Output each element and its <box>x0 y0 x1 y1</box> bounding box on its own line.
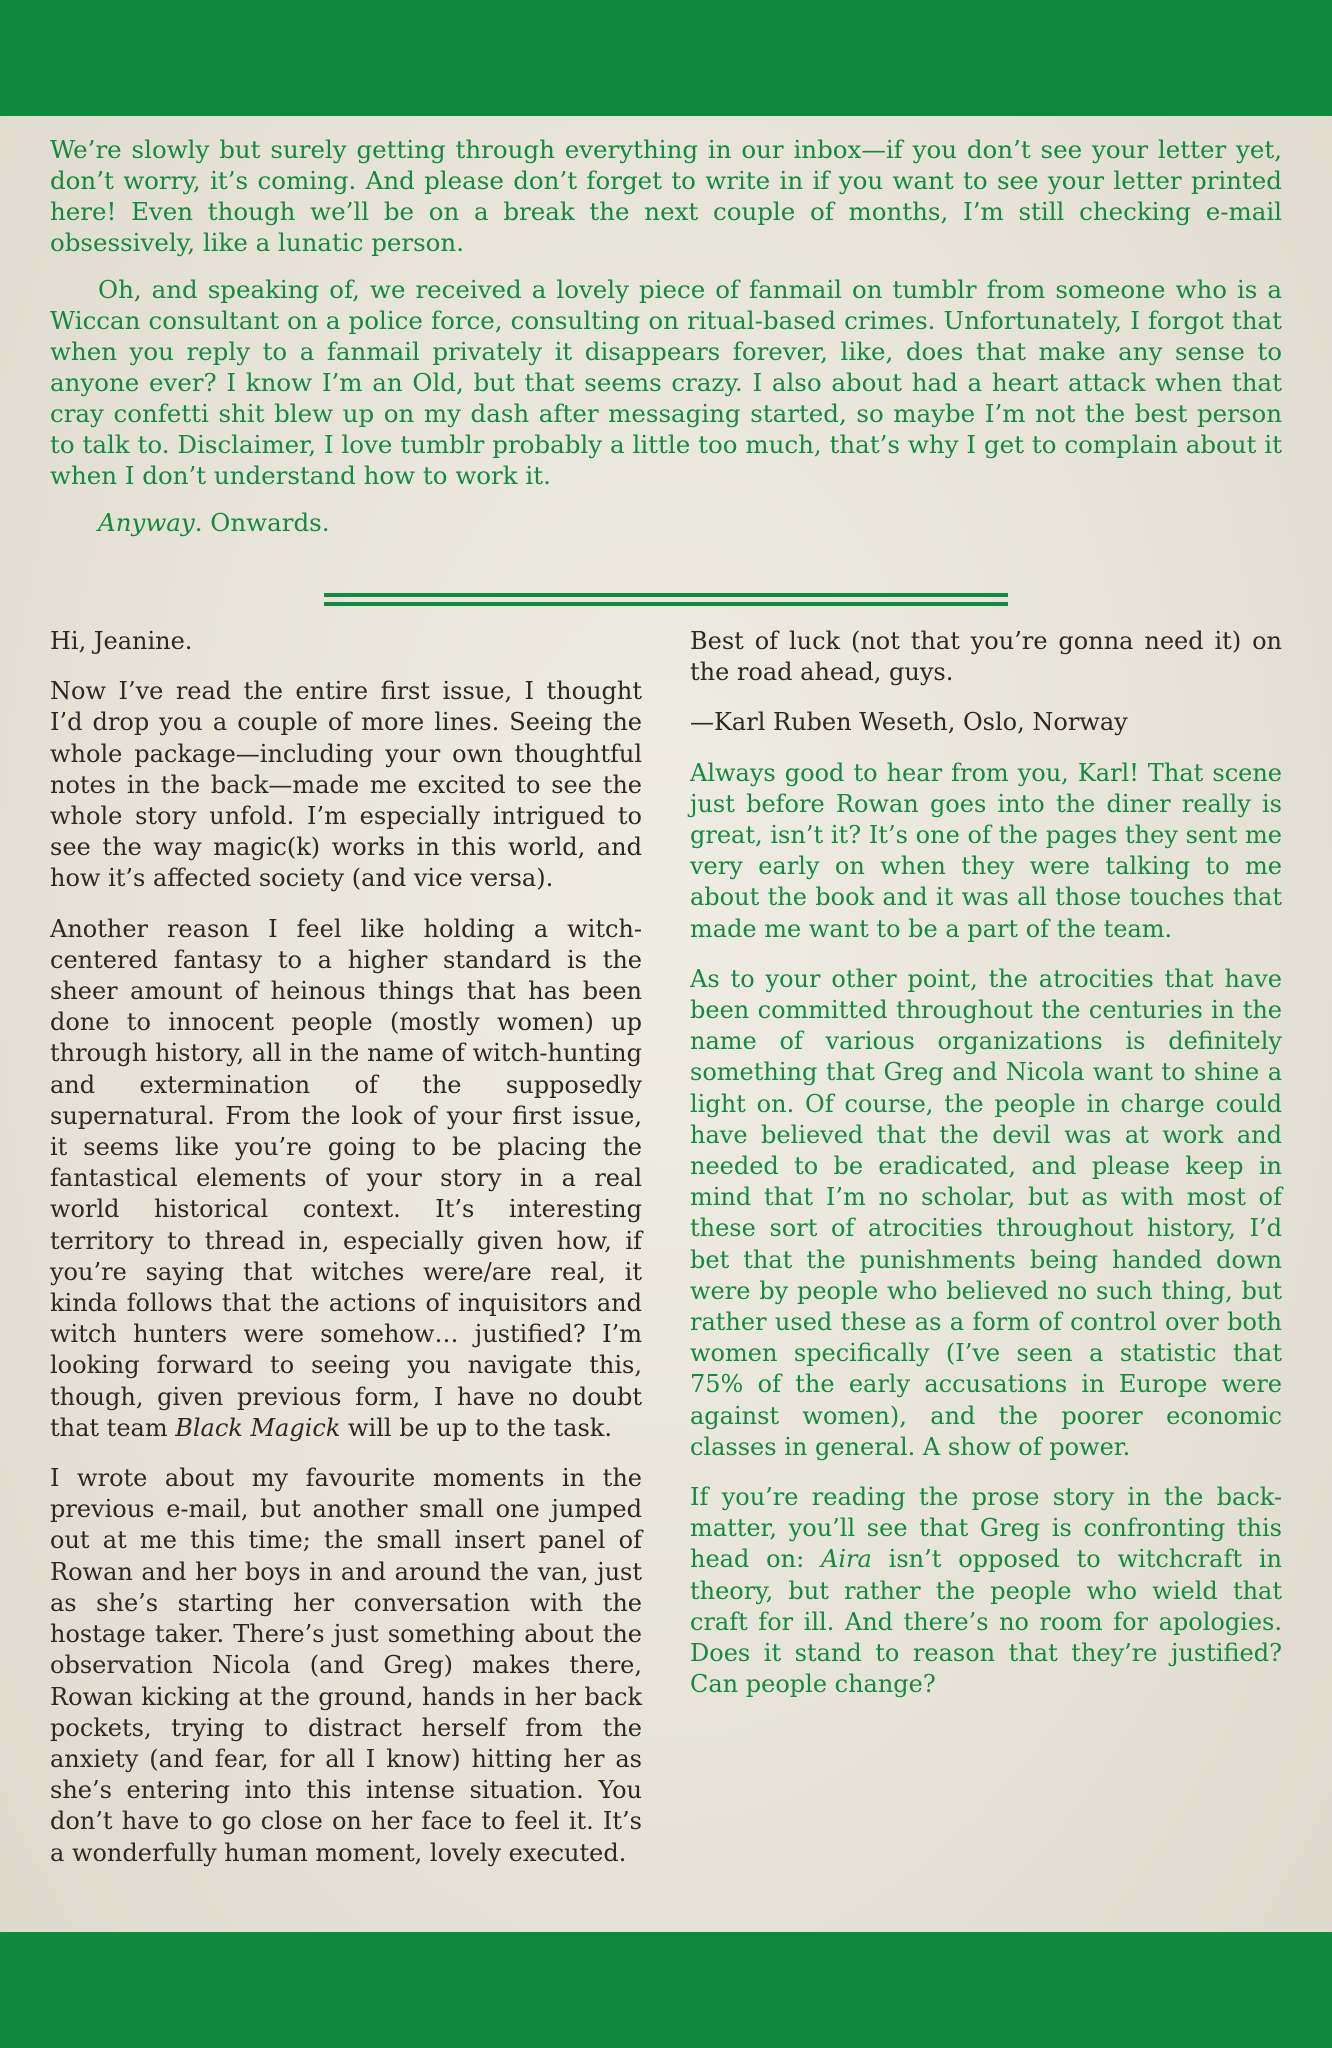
reply-text: If you’re reading the prose story in the back-matter, you’ll see that Greg is confronting this head on: <box>690 1483 1282 1574</box>
top-green-band <box>0 0 1332 116</box>
reader-letter-column-left <box>50 626 642 1888</box>
intro-paragraph: We’re slowly but surely getting through everything in our inbox—if you don’t see your letter yet, don’t worry, it’s coming. And please don’t forget to write in if you want to see your letter printed here! Even though we’ll be on a break the next couple of months, I’m still checking e-mail obsessively, like a lunatic person. <box>50 135 1282 257</box>
editor-reply-paragraph <box>690 1482 1282 1700</box>
book-title: Black Magick <box>175 1413 341 1442</box>
story-title: Aira <box>821 1545 872 1574</box>
section-divider <box>324 593 1008 609</box>
intro-closing-rest: . Onwards. <box>194 508 330 537</box>
intro-paragraph: Oh, and speaking of, we received a lovely piece of fanmail on tumblr from someone who is a Wiccan consultant on a police force, consulting on ritual-based crimes. Unfortunately, I forgot that when you reply to a fanmail privately it disappears forever, like, does that make any sense to anyone ever? I know I’m an Old, but that seems crazy. I also about had a heart attack when that cray confetti shit blew up on my dash after messaging started, so maybe I’m not the best person to talk to. Disclaimer, I love tumblr probably a little too much, that’s why I get to complain about it when I don’t understand how to work it. <box>50 275 1282 490</box>
letter-text: Another reason I feel like holding a witch-centered fantasy to a higher standard is the sheer amount of heinous things that has been done to innocent people (mostly women) up through history, all in the name of witch-hunting and extermination of the supposedly supernatural. From the look of your first issue, it seems like you’re going to be placing the fantastical elements of your story in a real world historical context. It’s interesting territory to thread in, especially given how, if you’re saying that witches were/are real, it kinda follows that the actions of inquisitors and witch hunters were somehow… justified? I’m looking forward to seeing you navigate this, though, given previous form, I have no doubt that team <box>50 914 642 1442</box>
letter-paragraph: Best of luck (not that you’re gonna need it) on the road ahead, guys. <box>690 627 1282 687</box>
intro-closing <box>50 507 1282 538</box>
letter-greeting: Hi, Jeanine. <box>50 627 193 655</box>
letter-text: will be up to the task. <box>340 1413 612 1442</box>
intro-closing-emphasis: Anyway <box>98 508 195 537</box>
letter-paragraph: I wrote about my favourite moments in the previous e-mail, but another small one jumped out at me this time; the small insert panel of Rowan and her boys in and around the van, just as she’s starting her conversation with the hostage taker. There’s just something about the observation Nicola (and Greg) makes there, Rowan kicking at the ground, hands in her back pockets, trying to distract herself from the anxiety (and fear, for all I know) hitting her as she’s entering into this intense situation. You don’t have to go close on her face to feel it. It’s a wonderfully human moment, lovely executed. <box>50 1464 642 1867</box>
editor-reply-paragraph: As to your other point, the atrocities that have been committed throughout the centuries in the name of various organizations is definitely something that Greg and Nicola want to shine a light on. Of course, the people in charge could have believed that the devil was at work and needed to be eradicated, and please keep in mind that I’m no scholar, but as with most of these sort of atrocities throughout history, I’d bet that the punishments being handed down were by people who believed no such thing, but rather used these as a form of control over both women specifically (I’ve seen a statistic that 75% of the early accusations in Europe were against women), and the poorer economic classes in general. A show of power. <box>690 964 1282 1461</box>
editor-intro <box>50 134 1282 554</box>
letter-paragraph: Now I’ve read the entire first issue, I thought I’d drop you a couple of more lines. Seeing the whole package—including your own thoughtful notes in the back—made me excited to see the whole story unfold. I’m especially intrigued to see the way magic(k) works in this world, and how it’s affected society (and vice versa). <box>50 677 642 893</box>
reply-text: isn’t opposed to witchcraft in theory, but rather the people who wield that craft for ill. And there’s no room for apologies. Does it stand to reason that they’re justified? Can people change? <box>690 1545 1282 1699</box>
bottom-green-band <box>0 1932 1332 2048</box>
reply-column-right <box>690 626 1282 1720</box>
letter-signature: —Karl Ruben Weseth, Oslo, Norway <box>690 708 1128 737</box>
letter-paragraph <box>50 914 642 1444</box>
editor-reply-paragraph: Always good to hear from you, Karl! That scene just before Rowan goes into the diner really is great, isn’t it? It’s one of the pages they sent me very early on when they were talking to me about the book and it was all those touches that made me want to be a part of the team. <box>690 758 1282 943</box>
divider-line-bottom <box>324 602 1008 606</box>
divider-line-top <box>324 593 1008 597</box>
